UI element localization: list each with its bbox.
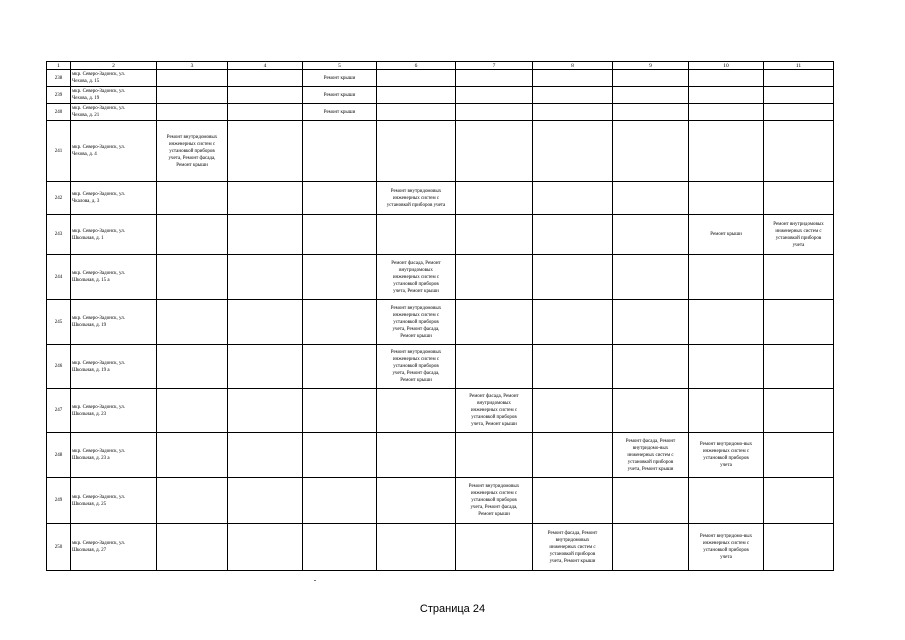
work-cell: [764, 255, 834, 300]
work-cell: [456, 345, 533, 389]
work-cell: [613, 121, 689, 182]
work-cell: [303, 433, 377, 478]
work-cell: [613, 389, 689, 433]
table-row: [47, 433, 834, 478]
work-cell: [533, 433, 613, 478]
column-header: 6: [377, 62, 456, 70]
table-row: [47, 255, 834, 300]
work-cell: [764, 524, 834, 571]
column-header: 2: [71, 62, 157, 70]
work-cell: [689, 182, 764, 215]
table-row: [47, 104, 834, 121]
table-row: [47, 70, 834, 87]
work-cell: [689, 389, 764, 433]
work-cell: [613, 87, 689, 104]
address-cell: мкр. Северо-Задонск, ул. Чехова, д. 19: [71, 87, 157, 104]
work-cell: [377, 524, 456, 571]
address-cell: мкр. Северо-Задонск, ул. Школьная, д. 23 а: [71, 433, 157, 478]
work-cell: [764, 478, 834, 524]
work-cell: [533, 182, 613, 215]
address-cell: мкр. Северо-Задонск, ул. Чехова, д. 21: [71, 104, 157, 121]
column-header: 7: [456, 62, 533, 70]
work-cell: Ремонт крыши: [303, 87, 377, 104]
work-cell: [613, 70, 689, 87]
work-cell: [613, 524, 689, 571]
table-row: [47, 345, 834, 389]
column-header: 1: [47, 62, 71, 70]
work-cell: [764, 300, 834, 345]
work-cell: [303, 182, 377, 215]
address-cell: мкр. Северо-Задонск, ул. Чехова, д. 4: [71, 121, 157, 182]
address-cell: мкр. Северо-Задонск, ул. Школьная, д. 23: [71, 389, 157, 433]
work-cell: Ремонт фасада, Ремонт внутридомовых инженерных систем с установкой приборов учета, Ремонт крыши: [377, 255, 456, 300]
work-cell: [533, 300, 613, 345]
work-cell: [157, 255, 228, 300]
row-number-cell: 247: [47, 389, 71, 433]
work-cell: [456, 104, 533, 121]
work-cell: [613, 255, 689, 300]
work-cell: [613, 104, 689, 121]
address-cell: мкр. Северо-Задонск, ул. Школьная, д. 19: [71, 300, 157, 345]
repair-schedule-table: [46, 61, 834, 571]
work-cell: [157, 182, 228, 215]
work-cell: [157, 345, 228, 389]
column-header: 10: [689, 62, 764, 70]
work-cell: [689, 478, 764, 524]
work-cell: [303, 300, 377, 345]
work-cell: [228, 182, 303, 215]
work-cell: [377, 121, 456, 182]
work-cell: [456, 87, 533, 104]
work-cell: [228, 121, 303, 182]
work-cell: Ремонт внутридомовых инженерных систем с установкой приборов учета: [377, 182, 456, 215]
work-cell: [303, 478, 377, 524]
work-cell: Ремонт внутридомовых инженерных систем с установкой приборов учета, Ремонт фасада, Ремонт крыши: [157, 121, 228, 182]
work-cell: [228, 478, 303, 524]
column-header: 5: [303, 62, 377, 70]
work-cell: [533, 345, 613, 389]
work-cell: [157, 104, 228, 121]
work-cell: [764, 104, 834, 121]
row-number-cell: 240: [47, 104, 71, 121]
work-cell: [303, 524, 377, 571]
column-header: 9: [613, 62, 689, 70]
address-cell: мкр. Северо-Задонск, ул. Чкалова, д. 3: [71, 182, 157, 215]
work-cell: [157, 87, 228, 104]
work-cell: Ремонт внутридомовых инженерных систем с установкой приборов учета, Ремонт фасада, Ремонт крыши: [377, 300, 456, 345]
row-number-cell: 249: [47, 478, 71, 524]
work-cell: [377, 433, 456, 478]
address-cell: мкр. Северо-Задонск, ул. Школьная, д. 25: [71, 478, 157, 524]
work-cell: [228, 300, 303, 345]
work-cell: [303, 121, 377, 182]
work-cell: [764, 182, 834, 215]
work-cell: [228, 70, 303, 87]
work-cell: [228, 524, 303, 571]
work-cell: [764, 70, 834, 87]
work-cell: [228, 389, 303, 433]
work-cell: [533, 389, 613, 433]
work-cell: [533, 104, 613, 121]
column-header: 3: [157, 62, 228, 70]
column-header: 8: [533, 62, 613, 70]
work-cell: [157, 300, 228, 345]
work-cell: [228, 215, 303, 255]
table-row: [47, 87, 834, 104]
address-cell: мкр. Северо-Задонск, ул. Чехова, д. 15: [71, 70, 157, 87]
work-cell: [228, 87, 303, 104]
work-cell: [456, 255, 533, 300]
work-cell: [613, 215, 689, 255]
table-row: [47, 389, 834, 433]
table-row: [47, 300, 834, 345]
work-cell: Ремонт внутридомовых инженерных систем с установкой приборов учета, Ремонт фасада, Ремонт крыши: [377, 345, 456, 389]
address-cell: мкр. Северо-Задонск, ул. Школьная, д. 19 а: [71, 345, 157, 389]
page-number: Страница 24: [419, 603, 486, 615]
work-cell: [533, 215, 613, 255]
work-cell: [377, 87, 456, 104]
work-cell: [613, 300, 689, 345]
work-cell: [228, 104, 303, 121]
work-cell: [157, 524, 228, 571]
row-number-cell: 243: [47, 215, 71, 255]
work-cell: [456, 121, 533, 182]
work-cell: [689, 121, 764, 182]
table-row: [47, 478, 834, 524]
work-cell: Ремонт крыши: [303, 70, 377, 87]
work-cell: [456, 70, 533, 87]
work-cell: [456, 182, 533, 215]
page-mark: [314, 580, 316, 581]
work-cell: [689, 104, 764, 121]
work-cell: Ремонт внутридомо-вых инженерных систем с установкой приборов учета: [689, 433, 764, 478]
work-cell: [157, 433, 228, 478]
column-header: 11: [764, 62, 834, 70]
work-cell: [764, 121, 834, 182]
work-cell: [764, 433, 834, 478]
address-cell: мкр. Северо-Задонск, ул. Школьная, д. 1: [71, 215, 157, 255]
column-header: 4: [228, 62, 303, 70]
work-cell: [228, 433, 303, 478]
row-number-cell: 246: [47, 345, 71, 389]
work-cell: [303, 255, 377, 300]
work-cell: [689, 255, 764, 300]
work-cell: Ремонт внутридомовых инженерных систем с установкой приборов учета: [764, 215, 834, 255]
row-number-cell: 250: [47, 524, 71, 571]
work-cell: [613, 478, 689, 524]
work-cell: [456, 433, 533, 478]
row-number-cell: 238: [47, 70, 71, 87]
work-cell: Ремонт крыши: [303, 104, 377, 121]
work-cell: [228, 255, 303, 300]
work-cell: [533, 121, 613, 182]
work-cell: Ремонт внутридомо-вых инженерных систем с установкой приборов учета: [689, 524, 764, 571]
work-cell: [303, 389, 377, 433]
work-cell: [689, 70, 764, 87]
work-cell: Ремонт фасада, Ремонт внутридомовых инженерных систем с установкой приборов учета, Ремонт крыши: [533, 524, 613, 571]
header-row: [47, 62, 834, 70]
work-cell: [303, 215, 377, 255]
work-cell: [456, 215, 533, 255]
table-row: [47, 182, 834, 215]
address-cell: мкр. Северо-Задонск, ул. Школьная, д. 15 а: [71, 255, 157, 300]
work-cell: [689, 345, 764, 389]
table-row: [47, 215, 834, 255]
work-cell: [377, 70, 456, 87]
work-cell: Ремонт крыши: [689, 215, 764, 255]
work-cell: [533, 478, 613, 524]
work-cell: Ремонт фасада, Ремонт внутридомо-вых инженерных систем с установкой приборов учета, Ремонт крыши: [613, 433, 689, 478]
table-row: [47, 121, 834, 182]
address-cell: мкр. Северо-Задонск, ул. Школьная, д. 27: [71, 524, 157, 571]
work-cell: [689, 300, 764, 345]
work-cell: Ремонт внутридомовых инженерных систем с установкой приборов учета, Ремонт фасада, Ремонт крыши: [456, 478, 533, 524]
work-cell: [157, 389, 228, 433]
work-cell: [764, 345, 834, 389]
work-cell: [764, 389, 834, 433]
row-number-cell: 239: [47, 87, 71, 104]
work-cell: [613, 182, 689, 215]
work-cell: [228, 345, 303, 389]
work-cell: [157, 70, 228, 87]
work-cell: [377, 478, 456, 524]
work-cell: [157, 478, 228, 524]
row-number-cell: 245: [47, 300, 71, 345]
work-cell: [533, 70, 613, 87]
work-cell: [533, 255, 613, 300]
work-cell: [377, 104, 456, 121]
work-cell: [456, 300, 533, 345]
work-cell: [377, 389, 456, 433]
work-cell: [157, 215, 228, 255]
row-number-cell: 244: [47, 255, 71, 300]
work-cell: [764, 87, 834, 104]
row-number-cell: 242: [47, 182, 71, 215]
work-cell: [303, 345, 377, 389]
work-cell: [533, 87, 613, 104]
work-cell: [377, 215, 456, 255]
work-cell: [689, 87, 764, 104]
table-row: [47, 524, 834, 571]
row-number-cell: 241: [47, 121, 71, 182]
row-number-cell: 248: [47, 433, 71, 478]
work-cell: Ремонт фасада, Ремонт внутридомовых инженерных систем с установкой приборов учета, Ремонт крыши: [456, 389, 533, 433]
work-cell: [613, 345, 689, 389]
work-cell: [456, 524, 533, 571]
